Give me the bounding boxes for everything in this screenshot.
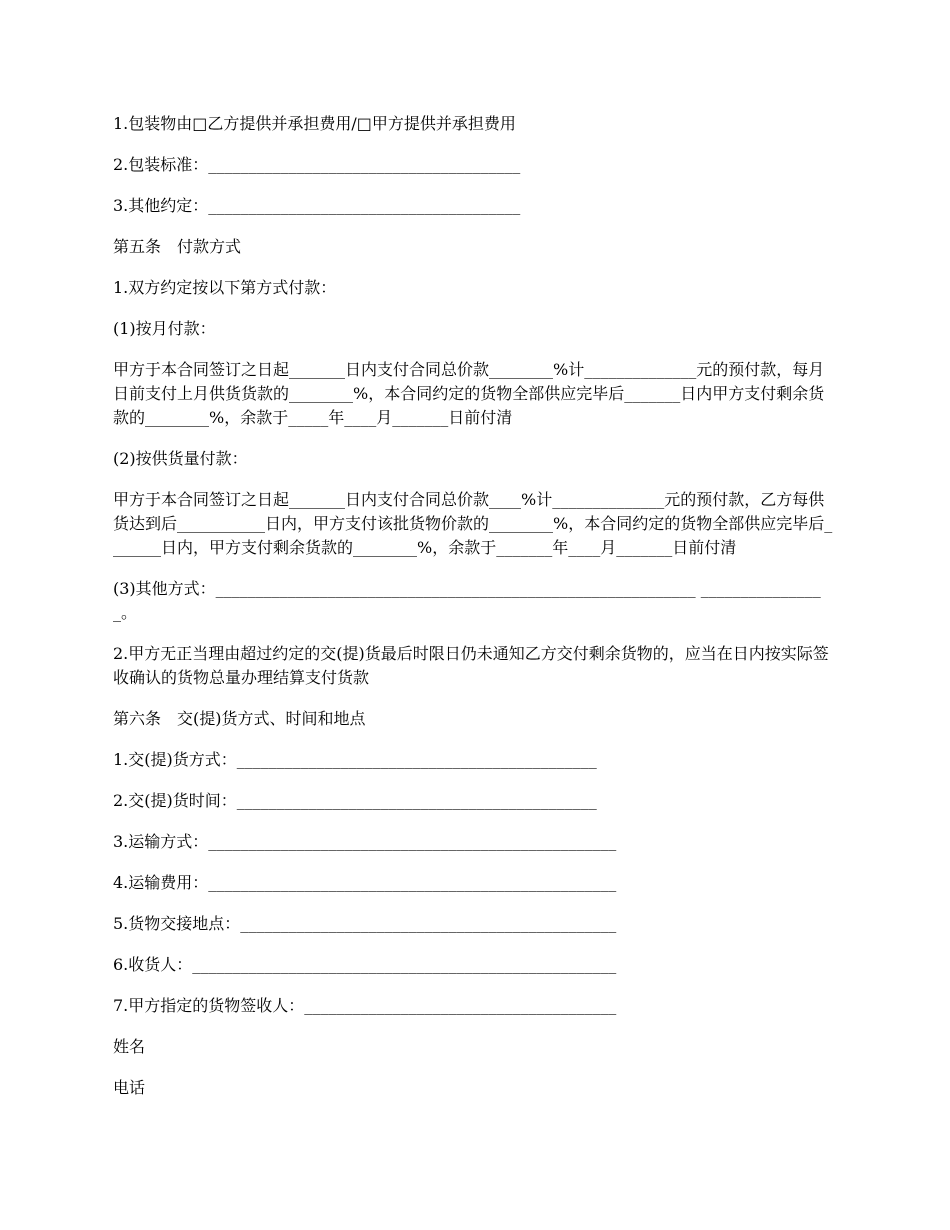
contract-page xyxy=(113,112,838,1117)
packaging-provider: 1.包装物由□乙方提供并承担费用/□甲方提供并承担费用 xyxy=(113,114,516,133)
transport-method: 3.运输方式：___________________________________________________ xyxy=(113,832,617,851)
settlement-clause: 2.甲方无正当理由超过约定的交(提)货最后时限日仍未通知乙方交付剩余货物的，应当在日内按实际签收确认的货物总量办理结算支付货款 xyxy=(113,644,829,687)
handover-location: 5.货物交接地点：_______________________________________________ xyxy=(113,914,617,933)
phone-label: 电话 xyxy=(113,1078,146,1097)
transport-cost: 4.运输费用：___________________________________________________ xyxy=(113,873,617,892)
delivery-method: 1.交(提)货方式：_____________________________________________ xyxy=(113,750,597,769)
consignee: 6.收货人：_____________________________________________________ xyxy=(113,955,617,974)
designated-signer: 7.甲方指定的货物签收人：_______________________________________ xyxy=(113,996,617,1015)
monthly-payment-clause: 甲方于本合同签订之日起_______日内支付合同总价款________%计______________元的预付款，每月日前支付上月供货货款的________%，本合同约定的货物全部供应完毕后_______日内甲方支付剩余货款的________%，余款于_____年____月_______日前付清 xyxy=(113,360,825,427)
quantity-payment-clause: 甲方于本合同签订之日起_______日内支付合同总价款____%计______________元的预付款，乙方每供货达到后___________日内，甲方支付该批货物价款的________%，本合同约定的货物全部供应完毕后_______日内，甲方支付剩余货款的________%，余款于_______年____月_______日前付清 xyxy=(113,490,833,557)
payment-method-intro: 1.双方约定按以下第方式付款： xyxy=(113,278,337,297)
delivery-time: 2.交(提)货时间：_____________________________________________ xyxy=(113,791,597,810)
other-agreement: 3.其他约定：_______________________________________ xyxy=(113,196,521,215)
name-label: 姓名 xyxy=(113,1037,146,1056)
article-5-heading: 第五条 付款方式 xyxy=(113,237,242,256)
other-payment-method: (3)其他方式：____________________________________________________________ ________________。 xyxy=(113,579,821,622)
quantity-payment-heading: (2)按供货量付款： xyxy=(113,449,248,468)
monthly-payment-heading: (1)按月付款： xyxy=(113,319,216,338)
article-6-heading: 第六条 交(提)货方式、时间和地点 xyxy=(113,709,366,728)
packaging-standard: 2.包装标准：_______________________________________ xyxy=(113,155,521,174)
